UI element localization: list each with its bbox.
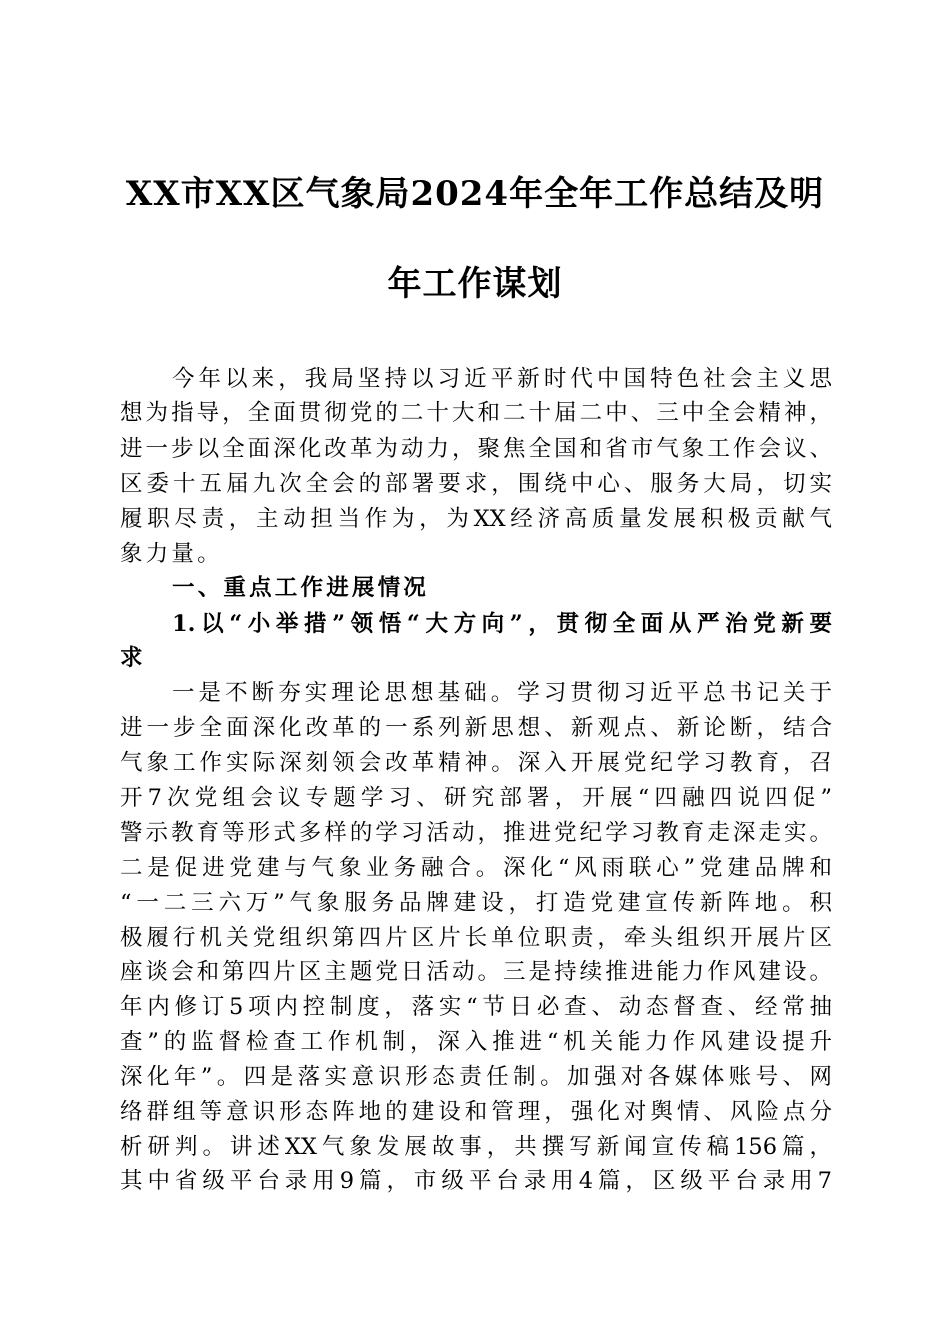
paragraph-line: 象力量。 — [120, 541, 223, 567]
paragraph-line: “一二三六万”气象服务品牌建设，打造党建宣传新阵地。积 — [120, 890, 832, 916]
paragraph-line: 二是促进党建与气象业务融合。深化“风雨联心”党建品牌和 — [120, 855, 832, 881]
section-heading: 一、重点工作进展情况 — [172, 575, 430, 601]
paragraph-line: 履职尽责，主动担当作为，为XX经济高质量发展积极贡献气 — [120, 506, 832, 532]
subsection-heading: 1.以“小举措”领悟“大方向”，贯彻全面从严治党新要 — [172, 611, 832, 637]
document-title-line-2: 年工作谋划 — [387, 264, 563, 304]
paragraph-line: 气象工作实际深刻领会改革精神。深入开展党纪学习教育，召 — [120, 750, 832, 776]
paragraph-line: 区委十五届九次全会的部署要求，围绕中心、服务大局，切实 — [120, 471, 832, 497]
paragraph-line: 年内修订5项内控制度，落实“节日必查、动态督查、经常抽 — [120, 994, 832, 1020]
document-title-line-1: XX市XX区气象局2024年全年工作总结及明 — [125, 174, 825, 214]
paragraph-line: 络群组等意识形态阵地的建设和管理，强化对舆情、风险点分 — [120, 1099, 832, 1125]
paragraph-line: 警示教育等形式多样的学习活动，推进党纪学习教育走深走实。 — [120, 820, 832, 846]
subsection-heading: 求 — [120, 645, 146, 671]
paragraph-line: 深化年”。四是落实意识形态责任制。加强对各媒体账号、网 — [120, 1064, 832, 1090]
paragraph-line: 进一步以全面深化改革为动力，聚焦全国和省市气象工作会议、 — [120, 436, 832, 462]
paragraph-line: 开7次党组会议专题学习、研究部署，开展“四融四说四促” — [120, 785, 832, 811]
paragraph-line: 一是不断夯实理论思想基础。学习贯彻习近平总书记关于 — [172, 680, 832, 706]
paragraph-line: 今年以来，我局坚持以习近平新时代中国特色社会主义思 — [172, 366, 832, 392]
paragraph-line: 查”的监督检查工作机制，深入推进“机关能力作风建设提升 — [120, 1029, 832, 1055]
paragraph-line: 座谈会和第四片区主题党日活动。三是持续推进能力作风建设。 — [120, 959, 832, 985]
paragraph-line: 进一步全面深化改革的一系列新思想、新观点、新论断，结合 — [120, 715, 832, 741]
paragraph-line: 极履行机关党组织第四片区片长单位职责，牵头组织开展片区 — [120, 925, 832, 951]
paragraph-line: 想为指导，全面贯彻党的二十大和二十届二中、三中全会精神， — [120, 400, 832, 426]
paragraph-line: 析研判。讲述XX气象发展故事，共撰写新闻宣传稿156篇， — [120, 1134, 832, 1160]
paragraph-line: 其中省级平台录用9篇，市级平台录用4篇，区级平台录用7 — [120, 1168, 832, 1194]
